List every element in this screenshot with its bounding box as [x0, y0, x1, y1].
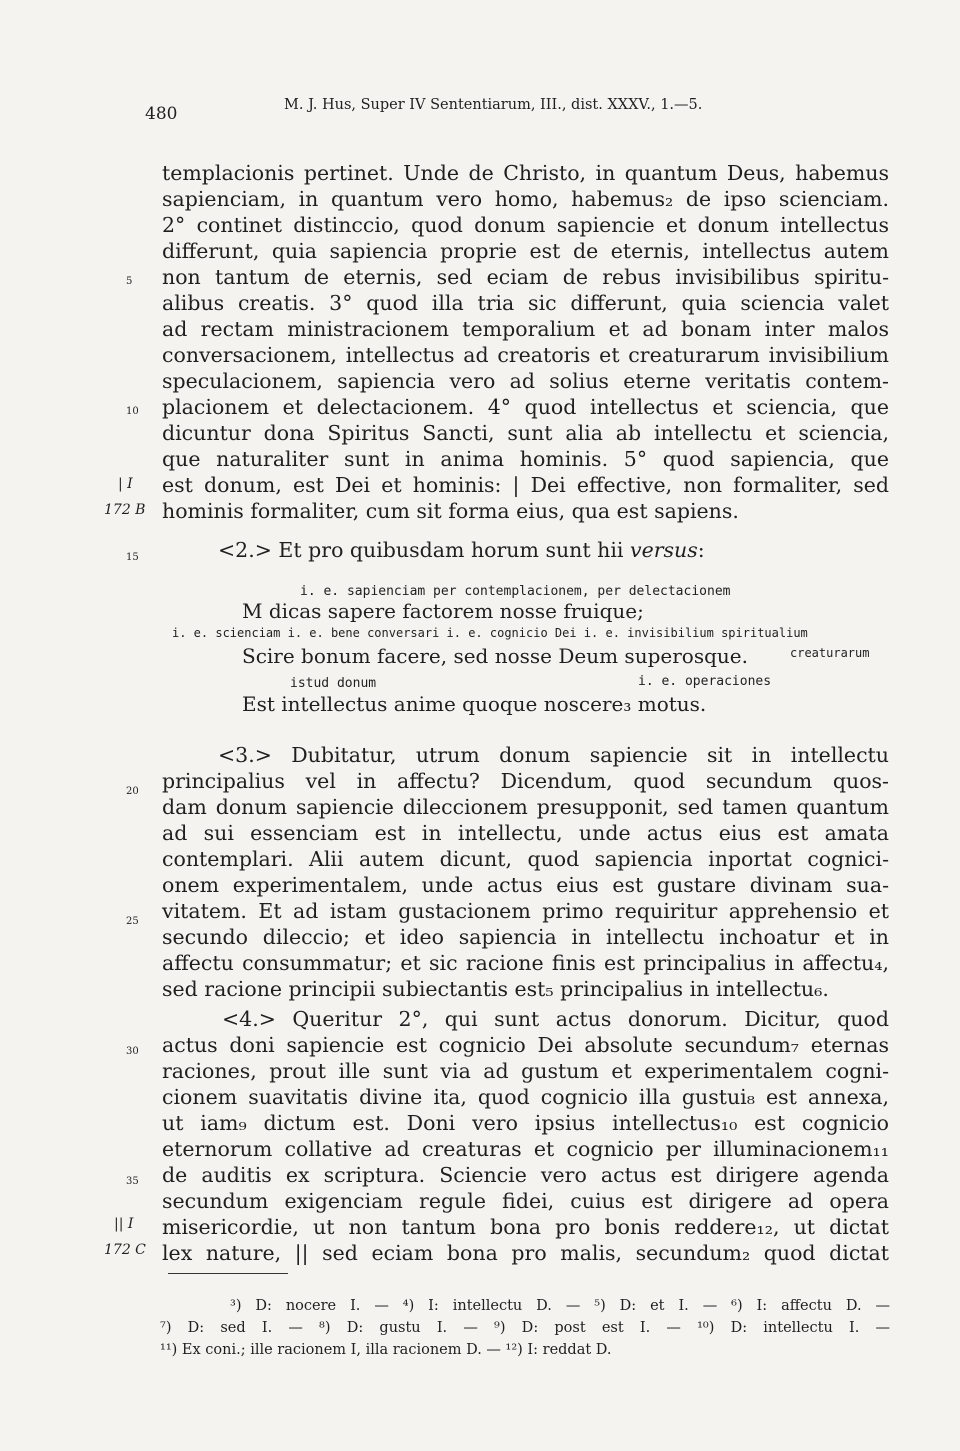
text-line: 2° continet distinccio, quod donum sapiencie et donum intellectus	[162, 213, 889, 237]
text-line: sed racione principii subiectantis est₅ principalius in intellectu₆.	[162, 977, 829, 1001]
text-line: sapienciam, in quantum vero homo, habemus₂ de ipso scienciam.	[162, 187, 889, 211]
text-line: dam donum sapiencie dileccionem presupponit, sed tamen quantum	[162, 795, 889, 819]
footnote-rule	[168, 1273, 288, 1274]
text-line: lex nature, || sed eciam bona pro malis, secundum₂ quod dictat	[162, 1241, 889, 1265]
text-line: de auditis ex scriptura. Sciencie vero actus est dirigere agenda	[162, 1163, 889, 1187]
footnote-line: ¹¹) Ex coni.; ille racionem I, illa racionem D. — ¹²) I: reddat D.	[160, 1342, 612, 1358]
text-line: templacionis pertinet. Unde de Christo, in quantum Deus, habemus	[162, 161, 889, 185]
line-number: 15	[126, 552, 139, 563]
text-line: vitatem. Et ad istam gustacionem primo requiritur apprehensio et	[162, 899, 889, 923]
text-line: que naturaliter sunt in anima hominis. 5° quod sapiencia, que	[162, 447, 889, 471]
interlinear-gloss: i. e. sapienciam per contemplacionem, per delectacionem	[300, 584, 731, 599]
verse-line: Est intellectus anime quoque noscere₃ motus.	[242, 692, 707, 716]
section-heading-2	[218, 538, 705, 562]
text-line: dicuntur dona Spiritus Sancti, sunt alia ab intellectu et sciencia,	[162, 421, 889, 445]
interlinear-gloss: i. e. operaciones	[638, 674, 772, 689]
text-line: <3.> Dubitatur, utrum donum sapiencie sit in intellectu	[218, 743, 889, 767]
page-number: 480	[145, 104, 178, 124]
section-2-text: <2.> Et pro quibusdam horum sunt hii	[218, 538, 630, 562]
text-line: principalius vel in affectu? Dicendum, quod secundum quos-	[162, 769, 889, 793]
text-line: alibus creatis. 3° quod illa tria sic differunt, quia sciencia valet	[162, 291, 889, 315]
text-line: hominis formaliter, cum sit forma eius, qua est sapiens.	[162, 499, 739, 523]
text-line: ad rectam ministracionem temporalium et ad bonam inter malos	[162, 317, 889, 341]
interlinear-gloss: i. e. scienciam i. e. bene conversari i. e. cognicio Dei i. e. invisibilium spiritualium	[172, 626, 808, 640]
text-line: secundo dileccio; et ideo sapiencia in intellectu inchoatur et in	[162, 925, 889, 949]
text-line: contemplari. Alii autem dicunt, quod sapiencia inportat cognici-	[162, 847, 889, 871]
text-line: est donum, est Dei et hominis: | Dei effective, non formaliter, sed	[162, 473, 889, 497]
verse-line: Scire bonum facere, sed nosse Deum superosque.	[242, 644, 748, 668]
section-2-italic: versus	[629, 538, 698, 562]
interlinear-gloss: istud donum	[290, 676, 377, 691]
verse-line: M dicas sapere factorem nosse fruique;	[242, 599, 644, 623]
text-line: secundum exigenciam regule fidei, cuius est dirigere ad opera	[162, 1189, 889, 1213]
text-line: misericordie, ut non tantum bona pro bonis reddere₁₂, ut dictat	[162, 1215, 889, 1239]
footnote-line: ³) D: nocere I. — ⁴) I: intellectu D. — ⁵) D: et I. — ⁶) I: affectu D. —	[230, 1298, 890, 1314]
line-number: 10	[126, 406, 139, 417]
footnote-line: ⁷) D: sed I. — ⁸) D: gustu I. — ⁹) D: post est I. — ¹⁰) D: intellectu I. —	[160, 1320, 890, 1336]
folio-ref: 172 C	[104, 1242, 146, 1258]
text-line: ut iam₉ dictum est. Doni vero ipsius intellectus₁₀ est cognicio	[162, 1111, 889, 1135]
section-2-suffix: :	[697, 538, 705, 562]
text-line: <4.> Queritur 2°, qui sunt actus donorum. Dicitur, quod	[222, 1007, 889, 1031]
running-title: M. J. Hus, Super IV Sententiarum, III., dist. XXXV., 1.—5.	[284, 97, 703, 113]
text-line: raciones, prout ille sunt via ad gustum et experimentalem cogni-	[162, 1059, 889, 1083]
text-line: cionem suavitatis divine ita, quod cognicio illa gustui₈ est annexa,	[162, 1085, 889, 1109]
text-line: conversacionem, intellectus ad creatoris et creaturarum invisibilium	[162, 343, 889, 367]
folio-ref: || I	[114, 1216, 134, 1232]
text-line: actus doni sapiencie est cognicio Dei absolute secundum₇ eternas	[162, 1033, 889, 1057]
line-number: 5	[126, 276, 133, 287]
folio-ref: 172 B	[104, 502, 146, 518]
text-line: ad sui essenciam est in intellectu, unde actus eius est amata	[162, 821, 889, 845]
text-line: affectu consummatur; et sic racione finis est principalius in affectu₄,	[162, 951, 889, 975]
interlinear-gloss: creaturarum	[790, 646, 870, 660]
line-number: 30	[126, 1046, 139, 1057]
text-line: differunt, quia sapiencia proprie est de eternis, intellectus autem	[162, 239, 889, 263]
line-number: 35	[126, 1176, 139, 1187]
text-line: onem experimentalem, unde actus eius est gustare divinam sua-	[162, 873, 889, 897]
folio-ref: | I	[118, 476, 133, 492]
line-number: 25	[126, 916, 139, 927]
text-line: placionem et delectacionem. 4° quod intellectus et sciencia, que	[162, 395, 889, 419]
text-line: eternorum collative ad creaturas et cognicio per illuminacionem₁₁	[162, 1137, 889, 1161]
text-line: non tantum de eternis, sed eciam de rebus invisibilibus spiritu-	[162, 265, 889, 289]
text-line: speculacionem, sapiencia vero ad solius eterne veritatis contem-	[162, 369, 889, 393]
line-number: 20	[126, 786, 139, 797]
